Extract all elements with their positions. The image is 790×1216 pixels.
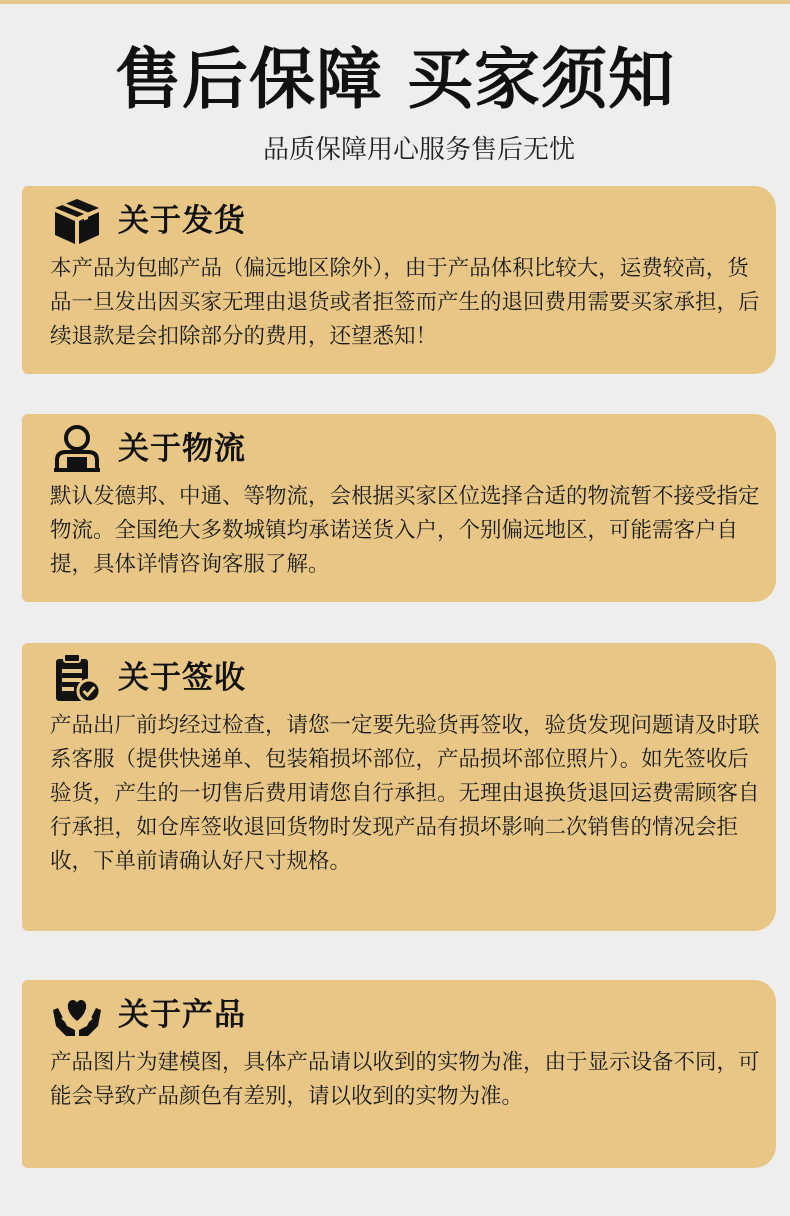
section-title: 关于产品 <box>118 997 246 1033</box>
section-header <box>50 422 246 476</box>
section-header <box>50 651 246 705</box>
page-subtitle: 品质保障用心服务售后无忧 <box>262 135 575 165</box>
section-card-product <box>22 980 776 1168</box>
top-divider <box>0 0 790 4</box>
section-title: 关于签收 <box>118 660 246 696</box>
section-card-receipt <box>22 643 776 931</box>
section-body: 产品出厂前均经过检查，请您一定要先验货再签收，验货发现问题请及时联系客服（提供快递单、包装箱损坏部位，产品损坏部位照片）。如先签收后验货，产生的一切售后费用请您自行承担。无理由退换货退回运费需顾客自行承担，如仓库签收退回货物时发现产品有损坏影响二次销售的情况会拒收，下单前请确认好尺寸规格。 <box>50 713 760 874</box>
section-card-shipping <box>22 186 776 374</box>
heart-hands-icon <box>50 988 104 1042</box>
section-card-logistics <box>22 414 776 602</box>
section-body: 本产品为包邮产品（偏远地区除外），由于产品体积比较大，运费较高，货品一旦发出因买家无理由退货或者拒签而产生的退回费用需要买家承担，后续退款是会扣除部分的费用，还望悉知！ <box>50 256 760 349</box>
section-header <box>50 988 246 1042</box>
section-body: 默认发德邦、中通、等物流，会根据买家区位选择合适的物流暂不接受指定物流。全国绝大多数城镇均承诺送货入户，个别偏远地区，可能需客户自提，具体详情咨询客服了解。 <box>50 484 760 577</box>
delivery-person-icon <box>50 422 104 476</box>
section-title: 关于物流 <box>118 431 246 467</box>
box-icon <box>50 194 104 248</box>
section-header <box>50 194 246 248</box>
document-check-icon <box>50 651 104 705</box>
page-title: 售后保障 买家须知 <box>115 41 675 118</box>
section-title: 关于发货 <box>118 203 246 239</box>
section-body: 产品图片为建模图，具体产品请以收到的实物为准，由于显示设备不同，可能会导致产品颜色有差别，请以收到的实物为准。 <box>50 1050 760 1109</box>
